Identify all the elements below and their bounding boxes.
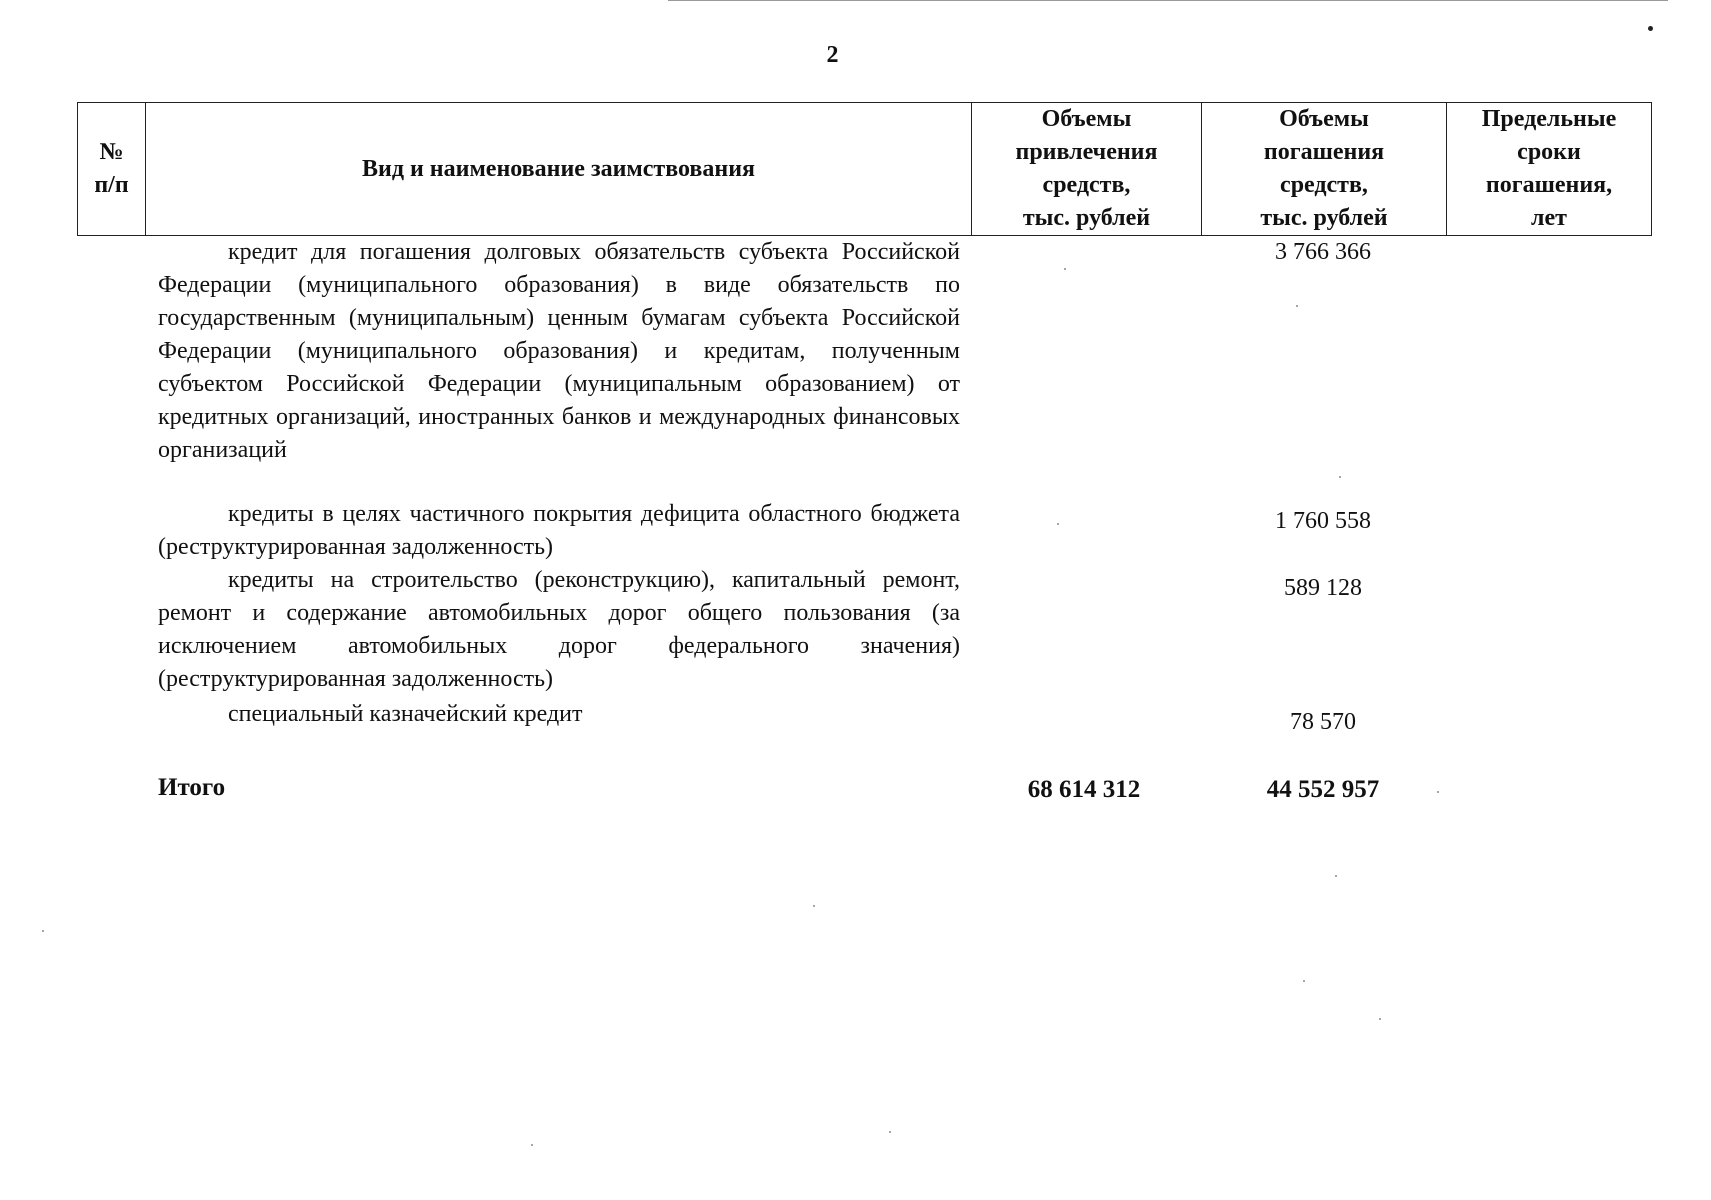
table-row-name: кредит для погашения долговых обязательств субъекта Российской Федерации (муниципального образования) в виде обязательств по государственным (муниципальным) ценным бумагам субъекта Российской Федерации (муниципального образования) и кредитам, полученным субъектом Российской Федерации (муниципальным образованием) от кредитных организаций, иностранных банков и международных финансовых организаций xyxy=(158,239,960,463)
header-repay-volume xyxy=(1202,103,1447,236)
table-row-name: кредиты в целях частичного покрытия дефицита областного бюджета (реструктурированная задолженность) xyxy=(158,501,960,560)
table-row-repay-value: 3 766 366 xyxy=(1275,239,1371,265)
scan-speck xyxy=(1303,980,1305,982)
total-repay-value: 44 552 957 xyxy=(1266,776,1380,803)
header-attract-volume xyxy=(972,103,1202,236)
header-line: погашения xyxy=(1263,139,1385,165)
total-attract-value: 68 614 312 xyxy=(1027,776,1141,803)
scan-speck xyxy=(889,1131,891,1133)
scan-speck xyxy=(1437,791,1439,793)
header-line: Предельные xyxy=(1481,106,1617,132)
header-repayment-term xyxy=(1447,103,1652,236)
page-number: 2 xyxy=(826,42,839,68)
header-line: сроки xyxy=(1517,139,1581,165)
scan-speck xyxy=(813,905,815,907)
header-line: погашения, xyxy=(1485,172,1613,198)
borrowings-table-header xyxy=(77,102,1652,236)
scan-speck xyxy=(1057,523,1059,525)
header-number-line: № xyxy=(99,139,124,165)
header-line: тыс. рублей xyxy=(1260,205,1388,231)
scan-speck xyxy=(531,1144,533,1146)
table-row-repay-value: 1 760 558 xyxy=(1275,508,1371,534)
scan-speck xyxy=(1296,305,1298,307)
total-label: Итого xyxy=(158,774,226,801)
scan-speck xyxy=(1339,476,1341,478)
scan-speck xyxy=(1379,1018,1381,1020)
header-number xyxy=(78,103,146,236)
table-row-name: кредиты на строительство (реконструкцию), капитальный ремонт, ремонт и содержание автомобильных дорог общего пользования (за исключением автомобильных дорог федерального значения) (реструктурированная задолженность) xyxy=(158,567,960,692)
scan-speck xyxy=(1064,268,1066,270)
header-line: Объемы xyxy=(1279,106,1369,132)
header-line: Объемы xyxy=(1041,106,1132,132)
header-name: Вид и наименование заимствования xyxy=(146,103,972,236)
table-row-repay-value: 78 570 xyxy=(1290,709,1356,735)
header-line: средств, xyxy=(1280,172,1368,198)
scan-speck xyxy=(1335,875,1337,877)
table-row-repay-value: 589 128 xyxy=(1284,575,1362,601)
header-line: привлечения xyxy=(1015,139,1158,165)
header-number-line: п/п xyxy=(94,172,129,198)
header-line: лет xyxy=(1531,205,1567,231)
scan-speck xyxy=(42,930,44,932)
header-line: тыс. рублей xyxy=(1022,205,1151,231)
table-header-row xyxy=(78,103,1652,236)
scan-top-edge xyxy=(668,0,1668,1)
scan-speck xyxy=(1648,26,1653,31)
header-line: средств, xyxy=(1042,172,1131,198)
table-row-name: специальный казначейский кредит xyxy=(228,701,583,727)
